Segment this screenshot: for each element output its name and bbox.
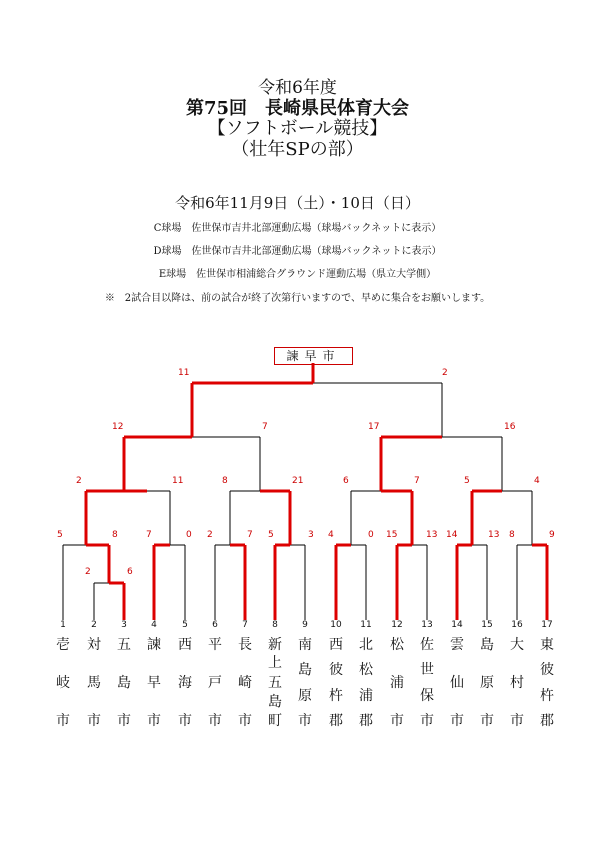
score-6: 2 (207, 530, 213, 540)
score-1: 5 (57, 530, 63, 540)
score-4: 7 (146, 530, 152, 540)
score-sf2-right: 16 (504, 422, 516, 432)
score-11: 0 (368, 530, 374, 540)
score-qf4-right: 4 (534, 476, 540, 486)
team-number: 7 (242, 620, 248, 630)
team-number: 6 (212, 620, 218, 630)
team-number: 12 (391, 620, 403, 630)
score-10: 4 (328, 530, 334, 540)
team-number: 3 (121, 620, 127, 630)
venue-d: D球場 佐世保市吉井北部運動広場（球場バックネットに表示） (153, 246, 442, 257)
team-number: 2 (91, 620, 97, 630)
bracket-black-lines (63, 383, 532, 620)
score-23: 8 (112, 530, 118, 540)
venue-e: E球場 佐世保市相浦総合グラウンド運動広場（県立大学側） (158, 269, 437, 280)
score-qf2-left: 8 (222, 476, 228, 486)
score-qf1-left: 2 (76, 476, 82, 486)
score-qf1-right: 11 (172, 476, 184, 486)
venue-c: C球場 佐世保市吉井北部運動広場（球場バックネットに表示） (153, 223, 442, 234)
score-final-right: 2 (442, 368, 448, 378)
score-sf2-left: 17 (368, 422, 380, 432)
score-5: 0 (186, 530, 192, 540)
score-2: 2 (85, 567, 91, 577)
team-number: 10 (330, 620, 342, 630)
team-number: 13 (421, 620, 433, 630)
team-number: 16 (511, 620, 523, 630)
champion-box: 諫早市 (274, 347, 353, 365)
team-number: 4 (151, 620, 157, 630)
team-number: 11 (360, 620, 372, 630)
score-qf2-right: 21 (292, 476, 304, 486)
division-title: （壮年SPの部） (231, 139, 364, 160)
tournament-title: 第75回 長崎県民体育大会 (185, 98, 410, 119)
score-3: 6 (127, 567, 133, 577)
score-qf3-left: 6 (343, 476, 349, 486)
team-number: 1 (60, 620, 66, 630)
score-15: 13 (488, 530, 500, 540)
team-number: 14 (451, 620, 463, 630)
score-9: 3 (308, 530, 314, 540)
score-17: 9 (549, 530, 555, 540)
score-8: 5 (268, 530, 274, 540)
score-final-left: 11 (178, 368, 190, 378)
team-number: 17 (541, 620, 553, 630)
score-qf3-right: 7 (414, 476, 420, 486)
score-14: 14 (446, 530, 458, 540)
team-number: 15 (481, 620, 493, 630)
score-sf1-right: 7 (262, 422, 268, 432)
score-16: 8 (509, 530, 515, 540)
score-13: 13 (426, 530, 438, 540)
header-year: 令和6年度 (258, 78, 337, 98)
team-number: 9 (302, 620, 308, 630)
score-7: 7 (247, 530, 253, 540)
event-date: 令和6年11月9日（土）・10日（日） (175, 194, 420, 212)
sport-title: 【ソフトボール競技】 (207, 118, 388, 139)
team-number: 5 (182, 620, 188, 630)
note: ※ 2試合目以降は、前の試合が終了次第行いますので、早めに集合をお願いします。 (104, 293, 491, 304)
score-12: 15 (386, 530, 398, 540)
team-number: 8 (272, 620, 278, 630)
score-sf1-left: 12 (112, 422, 124, 432)
score-qf4-left: 5 (464, 476, 470, 486)
